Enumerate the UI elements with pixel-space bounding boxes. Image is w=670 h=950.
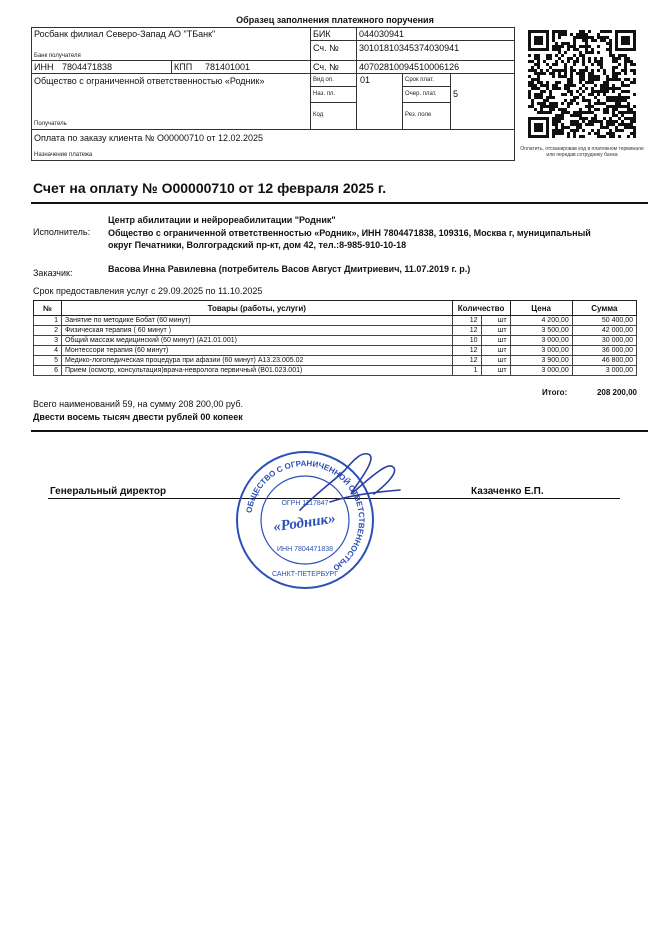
row-number: 5 <box>34 356 62 366</box>
items-count-line: Всего наименований 59, на сумму 208 200,00 руб. <box>33 399 244 409</box>
recipient-caption: Получатель <box>34 121 67 127</box>
handwritten-signature-icon <box>290 440 410 530</box>
row-qty: 12 <box>452 356 481 366</box>
row-price: 3 500,00 <box>510 326 572 336</box>
account-value: 40702810094510006126 <box>359 62 460 72</box>
executor-line-2: Общество с ограниченной ответственностью «Родник», ИНН 7804471838, 109316, Москва г, муниципальный <box>108 228 591 238</box>
row-number: 1 <box>34 316 62 326</box>
customer-name: Васова Инна Равилевна (потребитель Васов Август Дмитриевич, 11.07.2019 г. р.) <box>108 264 471 274</box>
row-sum: 30 000,00 <box>572 336 636 346</box>
executor-line-1: Центр абилитации и нейрореабилитации "Родник" <box>108 215 336 225</box>
row-unit: шт <box>481 366 510 376</box>
row-sum: 36 000,00 <box>572 346 636 356</box>
row-unit: шт <box>481 356 510 366</box>
row-sum: 42 000,00 <box>572 326 636 336</box>
row-name: Медико-логопедическая процедура при афазии (60 минут) А13.23.005.02 <box>61 356 452 366</box>
account-label: Сч. № <box>313 62 339 72</box>
row-sum: 50 400,00 <box>572 316 636 326</box>
inn-value: 7804471838 <box>62 62 113 72</box>
row-name: Общий массаж медицинский (60 минут) (А21.01.001) <box>61 336 452 346</box>
row-price: 4 200,00 <box>510 316 572 326</box>
payment-purpose: Оплата по заказу клиента № О00000710 от 12.02.2025 <box>34 133 264 143</box>
col-header-goods: Товары (работы, услуги) <box>61 301 452 316</box>
corr-account-label: Сч. № <box>313 43 339 53</box>
row-qty: 12 <box>452 346 481 356</box>
row-qty: 12 <box>452 326 481 336</box>
row-sum: 46 800,00 <box>572 356 636 366</box>
ocher-plat-label: Очер. плат. <box>405 91 437 97</box>
row-price: 3 000,00 <box>510 346 572 356</box>
bank-caption: Банк получателя <box>34 53 81 59</box>
kpp-label: КПП <box>174 62 193 72</box>
rez-pole-label: Рез. поле <box>405 112 432 118</box>
service-period: Срок предоставления услуг с 29.09.2025 по 11.10.2025 <box>33 286 263 296</box>
stamp-ogrn: ОГРН 1117847 <box>281 500 329 507</box>
col-header-sum: Сумма <box>572 301 636 316</box>
row-name: Прием (осмотр, консультация)врача-невролога первичный (В01.023.001) <box>61 366 452 376</box>
row-price: 3 900,00 <box>510 356 572 366</box>
row-qty: 10 <box>452 336 481 346</box>
executor-label: Исполнитель: <box>33 227 91 237</box>
col-header-price: Цена <box>510 301 572 316</box>
naz-pl-label: Наз. пл. <box>313 91 336 97</box>
table-row <box>34 316 637 326</box>
bank-name: Росбанк филиал Северо-Запад АО "ТБанк" <box>34 29 216 39</box>
row-name: Физическая терапия ( 60 минут ) <box>61 326 452 336</box>
row-name: Занятие по методике Бобат (60 минут) <box>61 316 452 326</box>
table-row <box>34 366 637 376</box>
vid-op-label: Вид оп. <box>313 77 334 83</box>
table-row <box>34 356 637 366</box>
bik-label: БИК <box>313 29 331 39</box>
kod-label: Код <box>313 112 324 118</box>
row-name: Монтессори терапия (60 минут) <box>61 346 452 356</box>
ocher-plat-value: 5 <box>453 89 459 99</box>
signer-position: Генеральный директор <box>50 486 167 497</box>
row-number: 4 <box>34 346 62 356</box>
row-unit: шт <box>481 326 510 336</box>
executor-line-3: округ Печатники, Волгоградский пр-кт, дом 42, тел.:8-985-910-10-18 <box>108 240 407 250</box>
customer-label: Заказчик: <box>33 268 73 278</box>
kpp-value: 781401001 <box>205 62 251 72</box>
row-qty: 1 <box>452 366 481 376</box>
stamp-center-text: «Родник» <box>272 510 337 536</box>
col-header-quantity: Количество <box>452 301 510 316</box>
row-price: 3 000,00 <box>510 366 572 376</box>
table-row <box>34 326 637 336</box>
row-number: 6 <box>34 366 62 376</box>
purpose-caption: Назначение платежа <box>34 152 93 158</box>
vid-op-value: 01 <box>360 75 371 85</box>
total-label: Итого: <box>542 388 568 397</box>
row-unit: шт <box>481 316 510 326</box>
col-header-number: № <box>34 301 62 316</box>
row-qty: 12 <box>452 316 481 326</box>
total-value: 208 200,00 <box>596 388 637 397</box>
row-unit: шт <box>481 336 510 346</box>
row-unit: шт <box>481 346 510 356</box>
row-price: 3 000,00 <box>510 336 572 346</box>
recipient-name: Общество с ограниченной ответственностью «Родник» <box>34 76 265 86</box>
table-header-row <box>34 301 637 316</box>
qr-caption: Оплатить, отсканировав код в платежном терминале или передав сотруднику банка <box>520 146 644 158</box>
corr-account-value: 30101810345374030941 <box>359 43 460 53</box>
qr-code-icon <box>528 30 636 138</box>
srok-plat-label: Срок плат. <box>405 77 435 83</box>
row-number: 3 <box>34 336 62 346</box>
row-number: 2 <box>34 326 62 336</box>
bik-value: 044030941 <box>359 29 405 39</box>
invoice-title: Счет на оплату № О00000710 от 12 февраля 2025 г. <box>33 180 387 196</box>
amount-in-words: Двести восемь тысяч двести рублей 00 копеек <box>33 412 243 422</box>
inn-label: ИНН <box>34 62 54 72</box>
payment-order-title: Образец заполнения платежного поручения <box>236 15 434 25</box>
signer-name: Казаченко Е.П. <box>471 486 544 497</box>
table-row <box>34 336 637 346</box>
row-sum: 3 000,00 <box>572 366 636 376</box>
goods-table <box>33 300 637 376</box>
stamp-ring-text: ОБЩЕСТВО С ОГРАНИЧЕННОЙ ОТВЕТСТВЕННОСТЬЮ <box>244 458 367 573</box>
stamp-inn: ИНН 7804471838 <box>276 546 334 553</box>
table-row <box>34 346 637 356</box>
stamp-city: САНКТ-ПЕТЕРБУРГ <box>272 571 338 578</box>
